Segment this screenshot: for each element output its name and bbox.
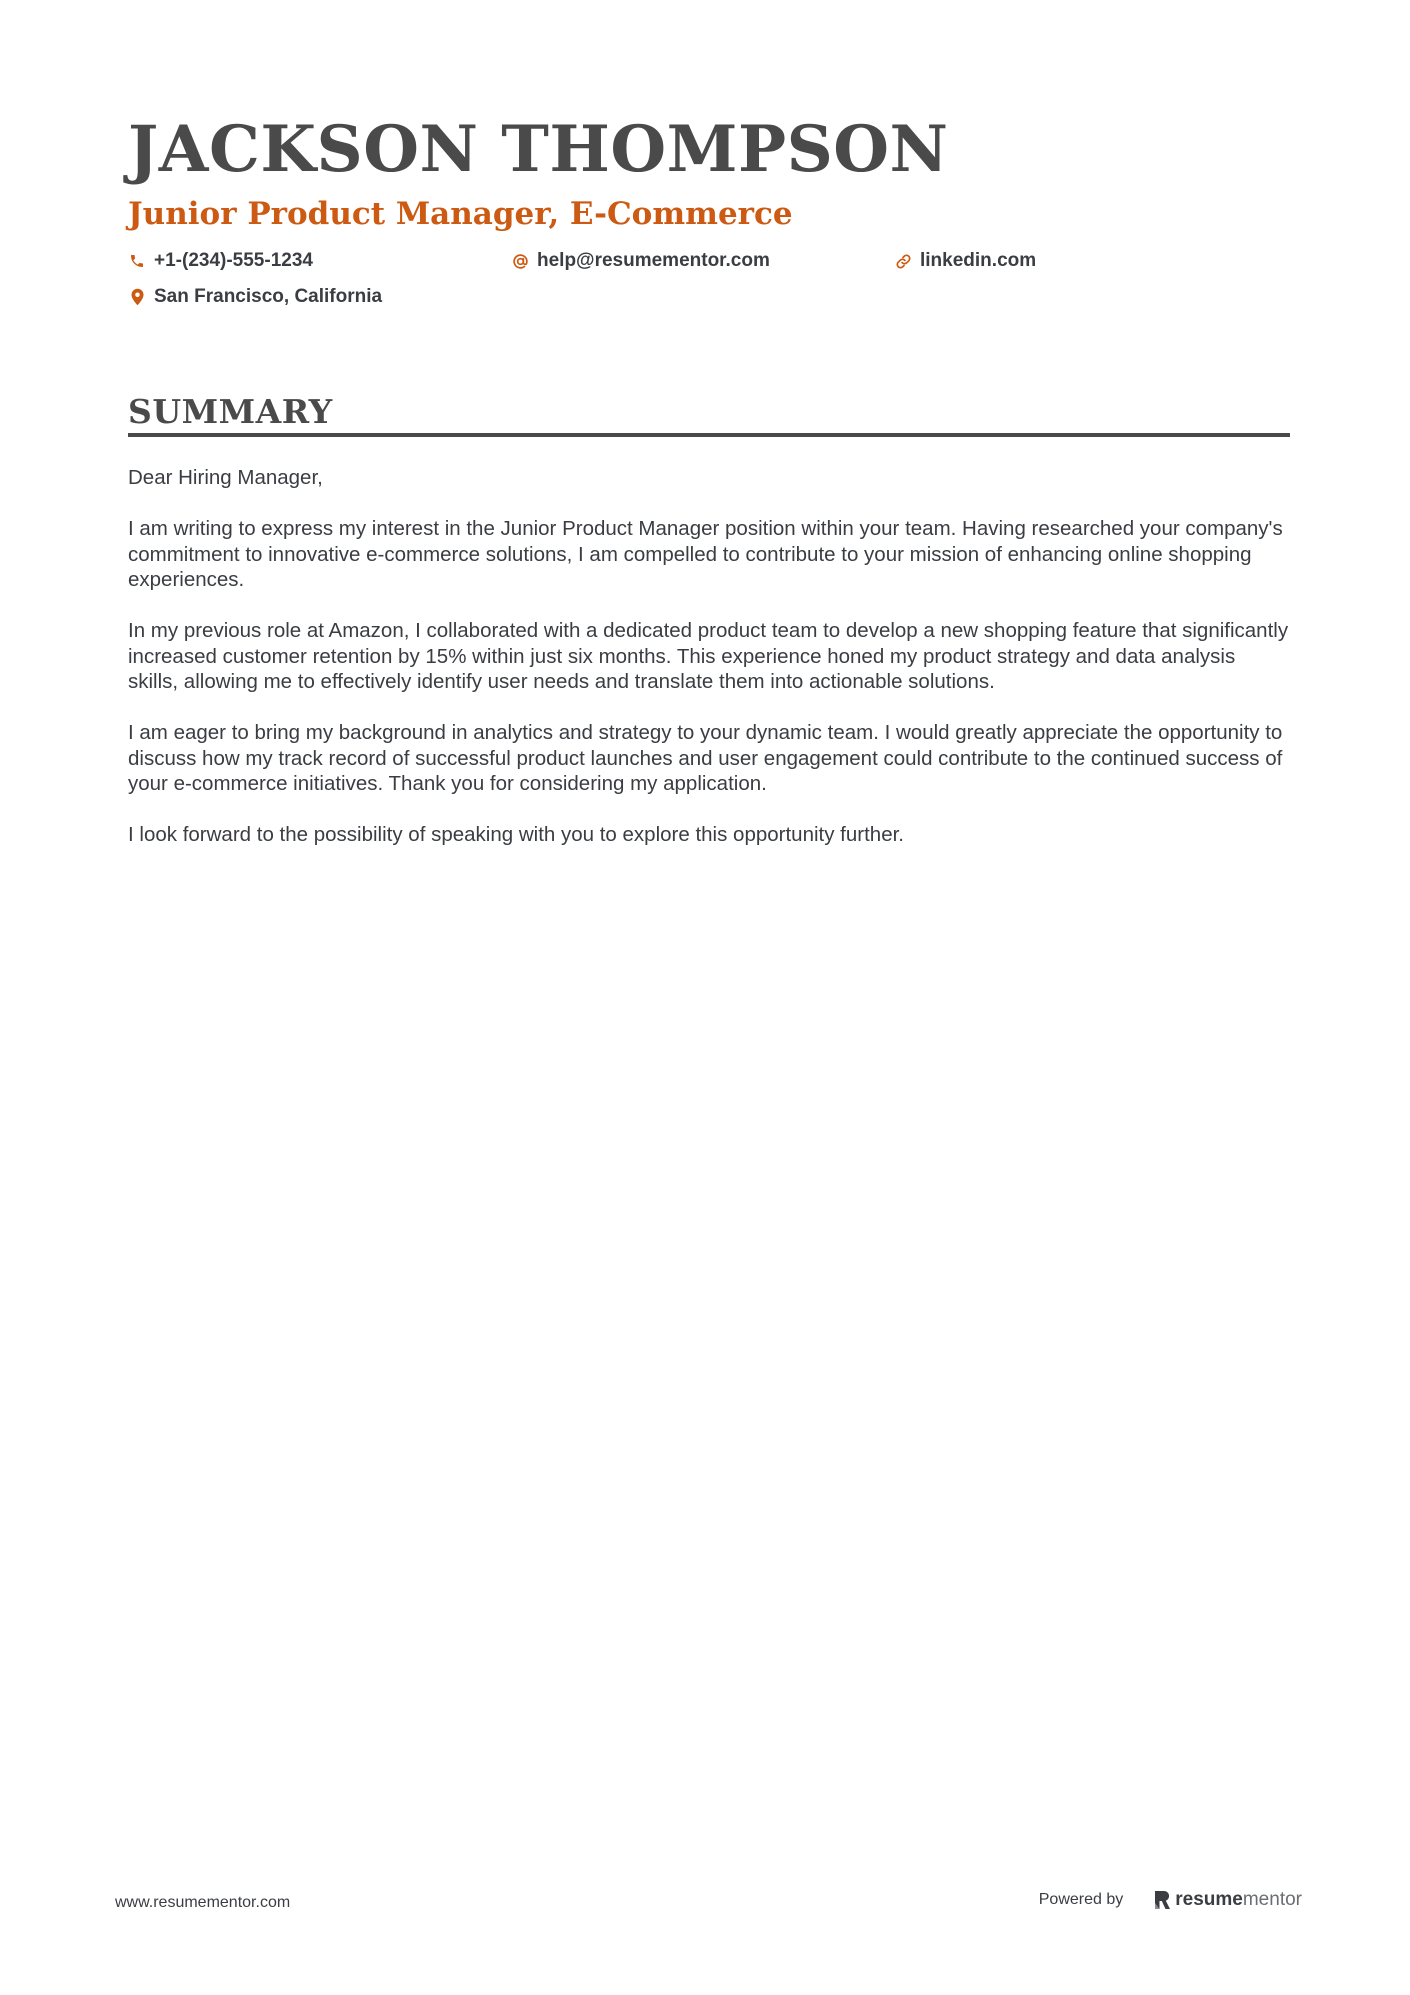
job-title: Junior Product Manager, E-Commerce bbox=[128, 196, 793, 232]
resumementor-logo-icon bbox=[1153, 1890, 1171, 1910]
link-icon bbox=[894, 252, 912, 270]
paragraph: In my previous role at Amazon, I collaborated with a dedicated product team to develop a new shopping feature that significantly increased customer retention by 15% within just six months. This experience honed my product strategy and data analysis skills, allowing me to effectively identify user needs and translate them into actionable solutions. bbox=[128, 619, 1289, 693]
powered-by-label: Powered by bbox=[1038, 1891, 1124, 1908]
phone-text: +1-(234)-555-1234 bbox=[154, 250, 313, 271]
email-text: help@resumementor.com bbox=[537, 250, 770, 271]
paragraph: I am writing to express my interest in the Junior Product Manager position within your team. Having researched your company's commitment to innovative e-commerce solutions, I am compelled to contribute to your mission of enhancing online shopping experiences. bbox=[128, 517, 1283, 591]
brand-name-part2: mentor bbox=[1242, 1889, 1302, 1910]
footer-branding bbox=[1039, 1889, 1302, 1911]
closing-paragraph: I look forward to the possibility of speaking with you to explore this opportunity further. bbox=[128, 823, 904, 846]
candidate-name: JACKSON THOMPSON bbox=[128, 112, 949, 187]
footer-website[interactable]: www.resumementor.com bbox=[115, 1894, 291, 1911]
summary-section bbox=[128, 392, 1290, 873]
header bbox=[128, 112, 1290, 328]
paragraph: I am eager to bring my background in analytics and strategy to your dynamic team. I would greatly appreciate the opportunity to discuss how my track record of successful product launches and user engagement could contribute to the continued success of your e-commerce initiatives. Thank you for considering my application. bbox=[128, 721, 1283, 795]
contact-location bbox=[128, 284, 382, 310]
brand-logo[interactable] bbox=[1153, 1889, 1302, 1911]
contact-email[interactable] bbox=[511, 248, 770, 274]
section-divider bbox=[128, 433, 1290, 437]
brand-name-part1: resume bbox=[1175, 1889, 1243, 1910]
letter-body bbox=[128, 465, 1290, 848]
contact-phone bbox=[128, 248, 313, 274]
location-text: San Francisco, California bbox=[154, 286, 383, 307]
linkedin-text: linkedin.com bbox=[920, 250, 1037, 271]
at-icon bbox=[511, 252, 529, 270]
contact-linkedin[interactable] bbox=[894, 248, 1036, 274]
contact-list bbox=[128, 248, 1290, 328]
phone-icon bbox=[128, 252, 146, 270]
salutation: Dear Hiring Manager, bbox=[128, 466, 323, 489]
map-pin-icon bbox=[128, 288, 146, 306]
section-heading: SUMMARY bbox=[128, 392, 333, 431]
